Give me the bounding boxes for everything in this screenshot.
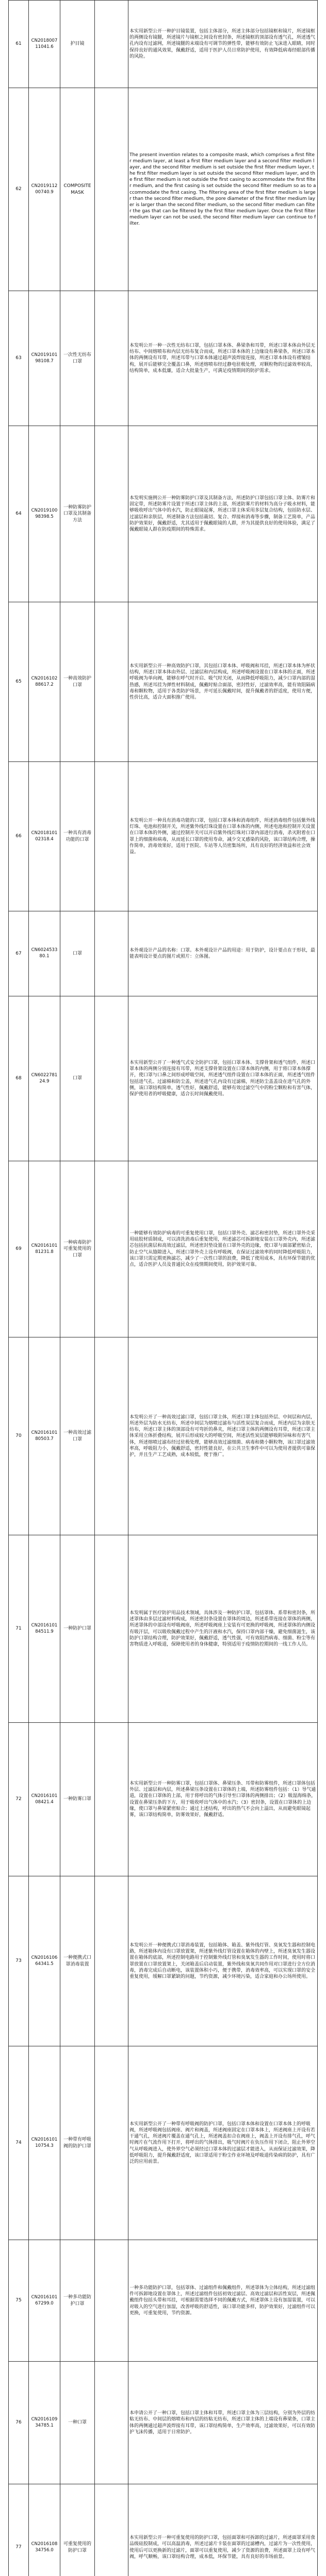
row-number: 68 bbox=[9, 996, 29, 1161]
patent-number: CN201911200740.9 bbox=[29, 88, 60, 291]
table-row bbox=[9, 88, 318, 291]
patent-abstract: 一种多功能防护口罩，包括罩体、过滤组件和佩戴组件，所述罩体为立体结构，所述过滤组件可拆卸地设置在罩体上，所述过滤组件包括初效过滤层、高效过滤层和活性炭层，所述佩戴组件包括头带和耳挂，可根据需要选择不同的佩戴方式，所述罩体上设有加湿装置，可以对吸入的空气进行加湿，改善呼吸的舒适性，该口罩功能多样，防护效果好，过滤组件可以更换，可重复使用，节约资源。 bbox=[128, 2240, 318, 2362]
row-number: 65 bbox=[9, 602, 29, 762]
ipc-class bbox=[95, 2362, 128, 2484]
patent-number: CN201610664341.5 bbox=[29, 1876, 60, 2046]
patent-title: 一种具有消毒功能的口罩 bbox=[60, 762, 95, 911]
ipc-class bbox=[95, 1, 128, 88]
patent-abstract: 本发明属于医疗防护用品技术领域，具体涉及一种防护口罩，包括罩体、系带和密封条，所述罩体由多层过滤材料构成，所述密封条设置在罩体的周边，所述系带连接在罩体的两侧，所述罩体的中部设有呼吸阀座，所述呼吸阀座上安装有可更换的呼吸阀，所述罩体的内侧设有吸汗层，可以吸收佩戴过程中产生的汗液和水汽，保持口罩内部干燥，避免细菌滋生，该防护口罩结构合理，防护效果好，佩戴舒适，透气性强，可有效阻挡病毒、细菌、粉尘等有害物质进入呼吸道，保障使用者的身体健康，特别适用于疫情防控期间的一线工作人员。 bbox=[128, 1535, 318, 1723]
patent-abstract: 本实用新型公开一种可重复使用的防护口罩，包括面罩和可拆卸的过滤片，所述面罩采用食品级硅胶制成，可以高温消毒，所述过滤片卡装在面罩的过滤槽内，过滤片为一次性使用，使用后可以更换新的过滤片，面罩可以重复使用，减少了资源的浪费，所述面罩上设有呼气阀，呼气顺畅，该口罩结构合理，成本低，环保节能，具有良好的市场前景。 bbox=[128, 2484, 318, 2576]
ipc-class bbox=[95, 2046, 128, 2240]
table-row bbox=[9, 996, 318, 1161]
ipc-class bbox=[95, 1723, 128, 1876]
ipc-class bbox=[95, 1876, 128, 2046]
table-row bbox=[9, 1535, 318, 1723]
ipc-class bbox=[95, 1337, 128, 1535]
table-row bbox=[9, 1337, 318, 1535]
row-number: 61 bbox=[9, 1, 29, 88]
patent-number: CN201610180503.7 bbox=[29, 1337, 60, 1535]
table-row bbox=[9, 762, 318, 911]
patent-title: 一种防雾口罩 bbox=[60, 1723, 95, 1876]
table-row bbox=[9, 2362, 318, 2484]
patent-title: 口罩 bbox=[60, 911, 95, 996]
patent-abstract: 本实用新型公开了一种带有呼吸阀的防护口罩，包括口罩本体和设置在口罩本体上的呼吸阀，所述呼吸阀包括阀座、阀片和阀盖，所述阀座固定在口罩本体上，所述阀座上开设有若干通气孔，所述阀片覆盖在通气孔上，所述阀盖扣合在阀座上，阀盖上开设有排气孔，呼气时阀片在气流作用下打开，将呼出的气体排出，吸气时阀片在负压作用下闭合，阻止外界空气从呼吸阀进入，使外界空气必须经过口罩本体的过滤层才能进入，从而保证过滤效果，降低呼吸阻力，提升佩戴舒适度，该口罩适用于粉尘作业环境及呼吸道传染病的防护，具有广泛的应用前景。 bbox=[128, 2046, 318, 2240]
patent-number: CN602278124.9 bbox=[29, 996, 60, 1161]
row-number: 67 bbox=[9, 911, 29, 996]
patent-number: CN201910098398.5 bbox=[29, 426, 60, 602]
row-number: 69 bbox=[9, 1161, 29, 1337]
table-row bbox=[9, 291, 318, 426]
row-number: 74 bbox=[9, 2046, 29, 2240]
patent-number: CN201610184511.9 bbox=[29, 1535, 60, 1723]
patent-title: 一种口罩 bbox=[60, 2362, 95, 2484]
patent-abstract: 本发明公开一种一次性无纺布口罩，包括口罩本体、鼻梁条和耳带，所述口罩本体由外层无纺布、中间熔喷布和内层无纺布复合而成，所述口罩本体的上边缘设有鼻梁条，所述口罩本体的两侧设有耳带，所述耳带与口罩本体通过超声波焊接连接，所述口罩本体设有褶皱结构，展开后能够完全覆盖口鼻，所述熔喷布经过静电驻极处理，对颗粒物的过滤效率较高，结构简单，成本低廉，适合大批量生产，可满足疫情期间的防护需求。 bbox=[128, 291, 318, 426]
ipc-class bbox=[95, 1161, 128, 1337]
patent-title: 一种便携式口罩消毒装置 bbox=[60, 1876, 95, 2046]
patent-abstract: 本外观设计产品的名称：口罩。本外观设计产品的用途：用于防护，设计要点在于形状，最能表明设计要点的图片或照片：立体图。 bbox=[128, 911, 318, 996]
patent-abstract: 本发明公开一种便携式口罩消毒装置，包括箱体、箱盖、紫外线灯管、臭氧发生器和控制电路，所述箱体内设有口罩放置架，所述紫外线灯管设置在箱体的内壁上，所述臭氧发生器设置在箱体的底部，所述控制电路用于控制紫外线灯管和臭氧发生器的工作时间，使用时将口罩放置在口罩放置架上，关闭箱盖后启动装置，紫外线和臭氧共同作用对口罩进行全方位消毒，消毒完成后自动断电，该装置体积小巧，便于携带，消毒效率高，可以实现口罩的安全重复使用，缓解口罩紧缺的问题，节约资源，减少环境污染，适合家庭和办公场所使用。 bbox=[128, 1876, 318, 2046]
ipc-class bbox=[95, 2484, 128, 2576]
patent-number: CN201610110754.3 bbox=[29, 2046, 60, 2240]
table-row bbox=[9, 911, 318, 996]
ipc-class bbox=[95, 602, 128, 762]
table-row bbox=[9, 2484, 318, 2576]
patent-number: CN201610167299.0 bbox=[29, 2240, 60, 2362]
table-row bbox=[9, 1161, 318, 1337]
table-row bbox=[9, 602, 318, 762]
ipc-class bbox=[95, 88, 128, 291]
patent-abstract: 本实用新型公开一种护目镜装置，包括主体部分，所述主体部分包括镜框和镜片，所述镜框的两侧设有镜腿，所述镜片与镜框之间设有密封条，所述镜框的顶部设有透气孔，所述透气孔内设有过滤网，所述镜腿的末端设有可调节的弹性带，能够有效防止飞沫进入眼睛，同时保持良好的通风效果，佩戴舒适，适用于医护人员日常防护使用，有效降低病毒经眼部传播的风险。 bbox=[128, 1, 318, 88]
patent-number: CN602453380.1 bbox=[29, 911, 60, 996]
patent-abstract: 本申请公开了一种口罩，包括口罩主体和耳带，所述口罩主体为三层结构，分别为外层的纺粘无纺布、中间层的熔喷布和内层的纺粘无纺布，所述口罩主体的上端设有鼻梁条，口罩主体的两侧通过超声波焊接有耳带，该口罩结构简单，生产效率高，过滤效果好，可以有效防护飞沫传播，适用于日常防护。 bbox=[128, 2362, 318, 2484]
row-number: 63 bbox=[9, 291, 29, 426]
row-number: 64 bbox=[9, 426, 29, 602]
patent-title: 护目镜 bbox=[60, 1, 95, 88]
patent-title: 一种防护口罩 bbox=[60, 1535, 95, 1723]
patent-table bbox=[8, 0, 318, 2576]
patent-title: 可重复使用的防护口罩 bbox=[60, 2484, 95, 2576]
patent-abstract: 本实用新型公开一种防雾口罩，包括口罩体、鼻梁压条、耳带和防雾组件，所述口罩体包括外层、过滤层和内层，所述鼻梁压条设置在口罩体的上端，所述防雾组件包括：（1）导气通道，设置在口罩体的上部，用于将呼出的气体引导至口罩体的两侧排出；（2）吸湿海绵条，设置在鼻梁压条的下方，用于吸收呼出气体中的水汽；（3）密封条，设置在口罩体的上边缘，使口罩与鼻梁紧密贴合；通过上述结构，呼出的热气不会向上溢出，从而避免眼镜起雾，该口罩结构简单，防雾效果好，佩戴舒适。 bbox=[128, 1723, 318, 1876]
patent-title: 一种高效防护口罩 bbox=[60, 602, 95, 762]
patent-number: CN201610108421.4 bbox=[29, 1723, 60, 1876]
ipc-class bbox=[95, 762, 128, 911]
patent-number: CN201910198108.7 bbox=[29, 291, 60, 426]
patent-title: 一种高效过滤口罩 bbox=[60, 1337, 95, 1535]
table-row bbox=[9, 426, 318, 602]
patent-abstract: 本实用新型公开一种高效防护口罩，其包括口罩本体、呼吸阀和耳挂，所述口罩本体为杯状结构，所述口罩本体由外层、过滤层和内层构成，所述呼吸阀设置在口罩本体的正面，所述呼吸阀为单向阀，能够在呼气时开启、吸气时关闭，从而降低呼吸阻力，减少口罩内部的湿热感，所述耳挂为弹性材料制成，佩戴时贴合面部，密封性好，过滤效率高，能有效阻隔病毒和颗粒物，适用于各类防护场景，并可延长佩戴时间，提升佩戴者的舒适度，使用方便，性价比高，适合大面积推广使用。 bbox=[128, 602, 318, 762]
patent-number: CN201810102318.4 bbox=[29, 762, 60, 911]
patent-title: COMPOSITE MASK bbox=[60, 88, 95, 291]
patent-abstract: 本发明实施例公开一种防雾防护口罩及其制备方法，所述防护口罩包括口罩主体、防雾片和固定带，所述防雾片设置于所述口罩主体的上部，所述防雾片的材料为高分子吸水材料，能够吸收呼出气体中的水汽，防止眼镜起雾，所述口罩主体采用多层复合结构，包括防水层、过滤层和亲肤层，所述制备方法包括裁切、复合、焊接和消毒等步骤，制备工艺简单，产品防护效果好，佩戴舒适，尤其适用于佩戴眼镜的人群，并为其提供良好的使用体验，满足了佩戴眼镜人群在防疫期间的特殊需求。 bbox=[128, 426, 318, 602]
table-row bbox=[9, 2046, 318, 2240]
row-number: 71 bbox=[9, 1535, 29, 1723]
patent-number: CN201610834756.0 bbox=[29, 2484, 60, 2576]
patent-abstract: 本实用新型公开了一种透气式安全防护口罩，包括口罩本体、支撑骨架和透气组件，所述口罩本体的两侧分别连接有耳带，所述支撑骨架设置在口罩本体的内侧，用于将口罩本体撑开，使口罩与口鼻之间形成呼吸空间，所述透气组件设置在口罩本体的正面，所述透气组件包括进气孔、过滤棉和防尘盖，所述进气孔内设有过滤棉，所述防尘盖盖设在进气孔的外侧，该口罩结构简单，透气性好，佩戴舒适，能够有效过滤空气中的粉尘颗粒和有害气体，保护使用者的呼吸健康，适合长时间佩戴使用。 bbox=[128, 996, 318, 1161]
patent-title: 一种带有呼吸阀的防护口罩 bbox=[60, 2046, 95, 2240]
row-number: 76 bbox=[9, 2362, 29, 2484]
row-number: 77 bbox=[9, 2484, 29, 2576]
table-row bbox=[9, 1876, 318, 2046]
row-number: 62 bbox=[9, 88, 29, 291]
ipc-class bbox=[95, 2240, 128, 2362]
patent-abstract: 本发明公开一种具有消毒功能的口罩，包括口罩本体和消毒组件，所述消毒组件包括紫外线灯珠、电池和控制开关，所述紫外线灯珠设置在口罩本体的内侧，所述电池和控制开关设置在口罩本体的外侧，通过控制开关可以开启紫外线灯珠对口罩内部进行消毒，杀灭附着在口罩上的细菌和病毒，从而延长口罩的使用寿命，减少交叉感染的风险，该口罩结构合理，操作简单，消毒效果好，适用于医院、车站等人员密集场所，具有良好的经济效益和社会效益。 bbox=[128, 762, 318, 911]
patent-abstract: 本发明公开了一种高效过滤口罩，包括口罩主体，所述口罩主体包括外层、中间层和内层，所述外层为防水无纺布，所述中间层为熔喷过滤布与活性炭层复合而成，所述内层为亲肤无纺布，所述口罩主体的顶部设有可弯折的鼻夹，所述口罩主体的两侧设有耳带，所述口罩主体采用立体折叠结构，展开后形成较大的呼吸空间，所述活性炭层能够吸附异味和有害气体，所述熔喷过滤布经过驻极处理，能够高效过滤细菌、病毒和微小颗粒物，该口罩过滤效率高，呼吸阻力小，佩戴舒适，密封性能良好，在公共卫生事件中可以为使用者提供可靠保护，并且生产工艺成熟，成本较低，便于推广。 bbox=[128, 1337, 318, 1535]
patent-number: CN201610934785.1 bbox=[29, 2362, 60, 2484]
row-number: 66 bbox=[9, 762, 29, 911]
patent-abstract: 一种能够有效防护病毒的可重复使用口罩，包括口罩外壳、滤芯和密封垫，所述口罩外壳采用硅胶材质制成，可以清洗消毒后重复使用，所述滤芯可拆卸地安装在口罩外壳内，所述滤芯包括抗菌层和高效过滤层，所述密封垫设置在口罩外壳的边缘，使口罩与面部紧密贴合，防止空气从缝隙进入，所述口罩外壳上设有呼吸阀，在保证过滤效率的同时降低呼吸阻力，该口罩只需定期更换滤芯，减少了一次性口罩的浪费，降低了使用成本，具有环保节能的优点，适合医护人员及普通民众在疫情期间使用，防护效果可靠。 bbox=[128, 1161, 318, 1337]
row-number: 70 bbox=[9, 1337, 29, 1535]
patent-title: 口罩 bbox=[60, 996, 95, 1161]
table-row bbox=[9, 1723, 318, 1876]
ipc-class bbox=[95, 291, 128, 426]
patent-title: 一种病毒防护可重复使用的口罩 bbox=[60, 1161, 95, 1337]
row-number: 75 bbox=[9, 2240, 29, 2362]
patent-title: 一种防雾防护口罩及其制备方法 bbox=[60, 426, 95, 602]
patent-abstract: The present invention relates to a composite mask, which comprises a first filter medium layer, at least a first filter medium layer and a second filter medium layer, and the second filter medium is set outside the first filter medium layer, the first filter medium layer is set outside the second filter medium layer, and the first filter medium is not outside the first casing to accommodate the first filter medium, and the first casing is set outside the second filter medium so as to accommodate the first casing. The filtering area of the first filter medium is larger than the second filter medium, the pore diameter of the first filter medium layer is larger than the second filter medium, so the second filter medium can filter the gas that can be filtered by the first filter medium layer. Once the first filter medium layer can not be used, the second filter medium layer can continue to filter. bbox=[128, 88, 318, 291]
ipc-class bbox=[95, 996, 128, 1161]
patent-number: CN201800711041.6 bbox=[29, 1, 60, 88]
patent-number: CN201610288617.2 bbox=[29, 602, 60, 762]
table-row bbox=[9, 2240, 318, 2362]
row-number: 73 bbox=[9, 1876, 29, 2046]
patent-title: 一次性无纺布口罩 bbox=[60, 291, 95, 426]
ipc-class bbox=[95, 426, 128, 602]
table-row bbox=[9, 1, 318, 88]
ipc-class bbox=[95, 911, 128, 996]
row-number: 72 bbox=[9, 1723, 29, 1876]
patent-number: CN201610181231.8 bbox=[29, 1161, 60, 1337]
ipc-class bbox=[95, 1535, 128, 1723]
patent-title: 一种多功能防护口罩 bbox=[60, 2240, 95, 2362]
